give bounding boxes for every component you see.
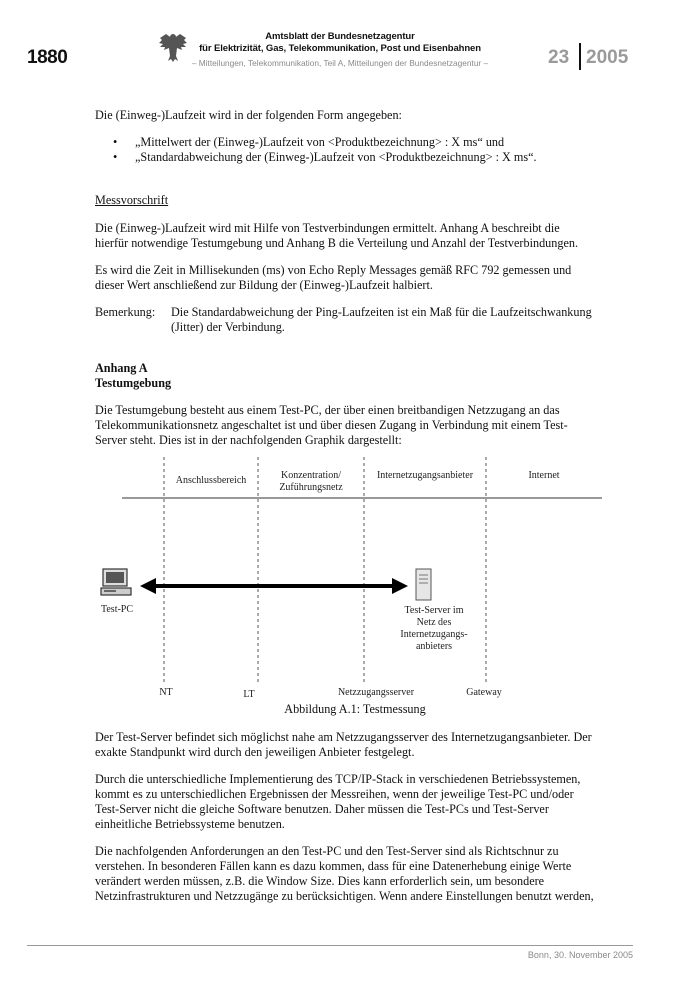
publication-title: Amtsblatt der Bundesnetzagentur bbox=[265, 31, 415, 42]
intro-text: Die (Einweg-)Laufzeit wird in der folgenden Form angegeben: bbox=[95, 108, 402, 122]
paragraph-6-line-4: Netzinfrastrukturen und Netzzugänge zu berücksichtigen. Wenn andere Einstellungen benutzt werden, bbox=[95, 889, 594, 903]
publication-subtitle: – Mitteilungen, Telekommunikation, Teil A, Mitteilungen der Bundesnetzagentur – bbox=[191, 58, 489, 68]
page-number: 1880 bbox=[27, 47, 68, 68]
bullet-text-2: „Standardabweichung der (Einweg-)Laufzeit von <Produktbezeichnung> : X ms“. bbox=[135, 150, 537, 164]
remark-line-2: (Jitter) der Verbindung. bbox=[171, 320, 285, 334]
paragraph-6-line-2: verstehen. In besonderen Fällen kann es dazu kommen, dass für eine Datenerhebung einige Werte bbox=[95, 859, 572, 873]
paragraph-6-line-1: Die nachfolgenden Anforderungen an den Test-PC und den Test-Server sind als Richtschnur zu bbox=[95, 844, 559, 858]
computer-icon bbox=[100, 568, 132, 600]
zone-label-concentration-line2: Zuführungsnetz bbox=[279, 482, 343, 493]
test-server-label-line1: Test-Server im bbox=[404, 605, 464, 616]
paragraph-3-line-1: Die Testumgebung besteht aus einem Test-PC, der über einen breitbandigen Netzzugang an das bbox=[95, 403, 560, 417]
test-server-label-line4: anbieters bbox=[415, 641, 453, 652]
footer-place-date: Bonn, 30. November 2005 bbox=[527, 950, 633, 960]
issue-year: 2005 bbox=[586, 47, 629, 68]
zone-label-provider: Internetzugangsanbieter bbox=[376, 470, 474, 481]
point-label-gateway: Gateway bbox=[466, 687, 502, 698]
publication-title-line2: für Elektrizität, Gas, Telekommunikation, Post und Eisenbahnen bbox=[199, 43, 481, 54]
issue-number: 23 bbox=[548, 47, 570, 68]
point-label-access-server: Netzzugangsserver bbox=[337, 687, 415, 698]
test-server-label-line3: Internetzugangs- bbox=[400, 629, 468, 640]
server-icon bbox=[414, 568, 434, 602]
paragraph-3-line-2: Telekommunikationsnetz angeschaltet ist und über diesen Zugang in Verbindung mit einem Test- bbox=[95, 418, 568, 432]
zone-label-connection: Anschlussbereich bbox=[175, 475, 247, 486]
test-server-label-line2: Netz des bbox=[416, 617, 452, 628]
issue-divider bbox=[579, 43, 581, 70]
test-measurement-diagram bbox=[0, 455, 700, 715]
paragraph-1-line-2: hierfür notwendige Testumgebung und Anhang B die Verteilung und Anzahl der Testverbindungen. bbox=[95, 236, 578, 250]
point-label-lt: LT bbox=[243, 689, 255, 700]
paragraph-4-line-1: Der Test-Server befindet sich möglichst nahe am Netzzugangsserver des Internetzugangsanbieter. Der bbox=[95, 730, 592, 744]
paragraph-5-line-1: Durch die unterschiedliche Implementierung des TCP/IP-Stack in verschiedenen Betriebssystemen, bbox=[95, 772, 581, 786]
remark-line-1: Die Standardabweichung der Ping-Laufzeiten ist ein Maß für die Laufzeitschwankung bbox=[171, 305, 592, 319]
bullet-text-1: „Mittelwert der (Einweg-)Laufzeit von <Produktbezeichnung> : X ms“ und bbox=[135, 135, 505, 149]
paragraph-2-line-2: dieser Wert anschließend zur Bildung der (Einweg-)Laufzeit halbiert. bbox=[95, 278, 433, 292]
paragraph-5-line-4: einheitliche Betriebssysteme benutzen. bbox=[95, 817, 285, 831]
publication-header bbox=[180, 31, 500, 68]
footer-divider bbox=[27, 945, 633, 946]
point-label-nt: NT bbox=[159, 687, 173, 698]
paragraph-4-line-2: exakte Standpunkt wird durch den jeweiligen Anbieter festgelegt. bbox=[95, 745, 415, 759]
paragraph-5-line-3: Test-Server nicht die gleiche Software benutzen. Daher müssen die Test-PCs und Test-Server bbox=[95, 802, 549, 816]
paragraph-2-line-1: Es wird die Zeit in Millisekunden (ms) von Echo Reply Messages gemäß RFC 792 gemessen und bbox=[95, 263, 572, 277]
paragraph-1-line-1: Die (Einweg-)Laufzeit wird mit Hilfe von Testverbindungen ermittelt. Anhang A beschreibt die bbox=[95, 221, 560, 235]
paragraph-6-line-3: verändert werden müssen, z.B. die Window Size. Dies kann erforderlich sein, um besondere bbox=[95, 874, 545, 888]
annex-title: Anhang A bbox=[95, 361, 148, 375]
remark-label: Bemerkung: bbox=[95, 305, 156, 319]
paragraph-5-line-2: kommt es zu unterschiedlichen Ergebnissen der Messreihen, wenn der jeweilige Test-PC und/oder bbox=[95, 787, 574, 801]
zone-label-internet: Internet bbox=[528, 470, 560, 481]
test-pc-label: Test-PC bbox=[100, 604, 134, 615]
section-heading: Messvorschrift bbox=[95, 193, 169, 207]
annex-subtitle: Testumgebung bbox=[95, 376, 172, 390]
paragraph-3-line-3: Server steht. Dies ist in der nachfolgenden Graphik dargestellt: bbox=[95, 433, 402, 447]
zone-label-concentration-line1: Konzentration/ bbox=[281, 470, 341, 481]
figure-caption: Abbildung A.1: Testmessung bbox=[284, 702, 426, 716]
